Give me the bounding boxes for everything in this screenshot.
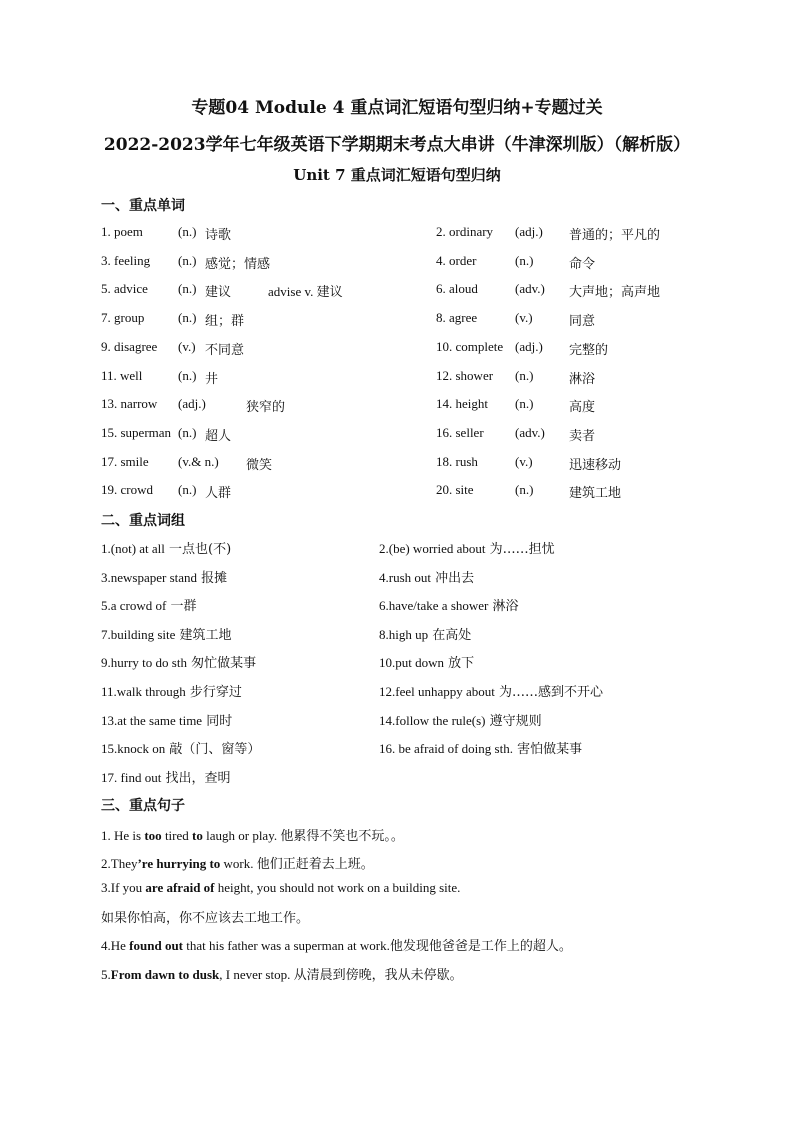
word-meaning: 高度 xyxy=(569,400,596,416)
phrase-english: 14.follow the rule(s) xyxy=(379,712,486,728)
key-phrase: From dawn to dusk xyxy=(110,967,220,982)
word-term: 17. smile xyxy=(101,453,149,469)
phrase-chinese: 冲出去 xyxy=(435,570,475,586)
phrase-english: 1.(not) at all xyxy=(101,541,165,556)
word-term: 20. site xyxy=(436,482,474,498)
word-term: 6. aloud xyxy=(436,281,478,297)
word-meaning: 人群 xyxy=(205,486,232,502)
sentence-text: 4.He xyxy=(101,938,130,953)
phrase-item xyxy=(101,738,260,757)
phrase-english: 13.at the same time xyxy=(101,712,203,728)
word-pos: (n.) xyxy=(178,310,197,326)
word-term: 13. narrow xyxy=(101,396,158,412)
sentence-text: 如果你怕高，你不应该去工地工作。 xyxy=(101,910,310,925)
key-phrase: found out xyxy=(129,938,183,953)
word-term: 16. seller xyxy=(436,424,484,440)
word-row xyxy=(0,224,794,246)
phrase-item xyxy=(101,567,227,586)
word-meaning: 诗歌 xyxy=(205,228,232,243)
section-heading-sentences: 三、重点句子 xyxy=(101,798,185,814)
word-pos: (v.) xyxy=(178,338,196,354)
word-pos: (n.) xyxy=(178,224,197,239)
phrase-chinese: 匆忙做某事 xyxy=(191,656,257,672)
word-pos: (v.) xyxy=(515,310,533,326)
phrase-english: 16. be afraid of doing sth. xyxy=(379,741,513,757)
word-meaning: 完整的 xyxy=(569,342,609,358)
word-row xyxy=(0,281,794,303)
document-title: 专题04 Module 4 重点词汇短语句型归纳+专题过关 xyxy=(191,98,603,118)
word-row xyxy=(0,425,794,447)
word-term: 19. crowd xyxy=(101,482,153,498)
sentence-text: 1. He is xyxy=(101,828,145,843)
phrase-chinese: 敲（门、窗等） xyxy=(169,742,261,758)
word-meaning: 感觉；情感 xyxy=(205,256,271,272)
phrase-chinese: 放下 xyxy=(448,656,475,672)
word-pos: (n.) xyxy=(178,252,197,268)
sentence-text: laugh or play. 他累得不笑也不玩。。 xyxy=(202,828,404,843)
phrase-english: 15.knock on xyxy=(101,741,166,757)
word-meaning: 命令 xyxy=(569,256,596,272)
word-term: 10. complete xyxy=(436,338,504,354)
phrase-english: 9.hurry to do sth xyxy=(101,655,187,671)
word-pos: (adv.) xyxy=(515,281,545,297)
word-row xyxy=(0,368,794,390)
phrase-row xyxy=(0,738,794,760)
sentence-text: 5. xyxy=(101,967,111,982)
sentence-text: height, you should not work on a building site. xyxy=(214,880,461,895)
phrase-english: 6.have/take a shower xyxy=(379,598,489,614)
phrase-item xyxy=(379,595,519,614)
word-meaning: 建议 xyxy=(205,285,232,301)
sentence-line xyxy=(101,853,374,872)
phrase-row xyxy=(0,652,794,674)
phrase-item xyxy=(101,710,232,729)
sentence-text: that his father was a superman at work.他发现他爸爸是工作上的超人。 xyxy=(183,938,572,953)
word-term: 1. poem xyxy=(101,224,143,239)
phrase-item xyxy=(379,681,603,700)
word-meaning: 淋浴 xyxy=(569,371,596,387)
phrase-row xyxy=(0,681,794,703)
phrase-item xyxy=(379,624,471,643)
sentence-text: , I never stop. 从清晨到傍晚，我从未停歇。 xyxy=(219,967,463,982)
word-meaning: 狭窄的 xyxy=(246,400,286,416)
word-extra: advise v. 建议 xyxy=(268,284,343,300)
word-row xyxy=(0,253,794,275)
phrase-item xyxy=(379,538,555,557)
phrase-chinese: 同时 xyxy=(206,713,233,729)
sentence-line xyxy=(101,907,309,926)
sentence-text: tired xyxy=(161,828,193,843)
word-term: 4. order xyxy=(436,252,477,268)
word-row xyxy=(0,396,794,418)
word-term: 14. height xyxy=(436,396,488,412)
sentence-line xyxy=(101,825,404,844)
word-meaning: 微笑 xyxy=(246,457,273,473)
word-row xyxy=(0,454,794,476)
word-pos: (n.) xyxy=(178,424,197,440)
word-pos: (v.& n.) xyxy=(178,453,219,469)
word-pos: (n.) xyxy=(178,281,197,297)
word-pos: (n.) xyxy=(515,367,534,383)
phrase-english: 8.high up xyxy=(379,626,429,642)
key-phrase: to xyxy=(192,828,203,843)
phrase-item xyxy=(101,624,232,643)
phrase-item xyxy=(379,738,582,757)
word-term: 11. well xyxy=(101,367,143,383)
phrase-row xyxy=(0,767,794,789)
phrase-english: 3.newspaper stand xyxy=(101,569,198,585)
phrase-row xyxy=(0,567,794,589)
word-meaning: 迅速移动 xyxy=(569,457,622,473)
word-pos: (n.) xyxy=(515,252,534,268)
phrase-english: 12.feel unhappy about xyxy=(379,684,495,699)
word-meaning: 卖者 xyxy=(569,428,596,444)
phrase-item xyxy=(379,652,474,671)
word-term: 2. ordinary xyxy=(436,224,494,239)
word-term: 15. superman xyxy=(101,424,172,440)
sentence-line xyxy=(101,964,463,983)
word-term: 12. shower xyxy=(436,367,494,383)
word-term: 18. rush xyxy=(436,453,478,469)
phrase-item xyxy=(379,567,474,586)
phrase-chinese: 建筑工地 xyxy=(179,627,232,643)
word-row xyxy=(0,310,794,332)
word-pos: (adj.) xyxy=(178,396,206,412)
word-pos: (adj.) xyxy=(515,338,543,354)
phrase-english: 4.rush out xyxy=(379,569,431,585)
word-term: 9. disagree xyxy=(101,338,158,354)
word-meaning: 井 xyxy=(205,371,219,387)
phrase-item xyxy=(379,710,542,729)
section-heading-words: 一、重点单词 xyxy=(101,198,185,214)
phrase-english: 11.walk through xyxy=(101,684,186,699)
phrase-chinese: 淋浴 xyxy=(492,599,519,615)
word-pos: (v.) xyxy=(515,453,533,469)
word-meaning: 普通的；平凡的 xyxy=(569,228,661,243)
word-term: 3. feeling xyxy=(101,252,151,268)
phrase-item xyxy=(101,538,231,557)
key-phrase: ’re hurrying to xyxy=(137,856,221,871)
word-meaning: 超人 xyxy=(205,428,232,444)
word-pos: (adj.) xyxy=(515,224,543,239)
sentence-text: work. 他们正赶着去上班。 xyxy=(220,856,374,871)
phrase-row xyxy=(0,710,794,732)
phrase-chinese: 为……感到不开心 xyxy=(499,685,604,700)
phrase-chinese: 一群 xyxy=(170,599,197,615)
word-row xyxy=(0,482,794,504)
phrase-english: 7.building site xyxy=(101,626,176,642)
phrase-chinese: 害怕做某事 xyxy=(517,742,583,758)
sentence-text: 3.If you xyxy=(101,880,146,895)
phrase-row xyxy=(0,595,794,617)
phrase-item xyxy=(101,681,242,700)
phrase-english: 10.put down xyxy=(379,655,444,671)
word-term: 8. agree xyxy=(436,310,478,326)
phrase-chinese: 找出，查明 xyxy=(165,770,231,786)
section-heading-phrases: 二、重点词组 xyxy=(101,513,185,529)
phrase-row xyxy=(0,538,794,560)
phrase-chinese: 步行穿过 xyxy=(189,685,242,700)
word-pos: (n.) xyxy=(178,482,197,498)
word-term: 5. advice xyxy=(101,281,148,297)
word-row xyxy=(0,339,794,361)
word-meaning: 同意 xyxy=(569,314,596,330)
phrase-english: 17. find out xyxy=(101,769,162,785)
sentence-line xyxy=(101,935,572,954)
word-term: 7. group xyxy=(101,310,145,326)
word-meaning: 组；群 xyxy=(205,314,245,330)
word-pos: (n.) xyxy=(515,482,534,498)
sentence-line xyxy=(101,880,460,896)
word-pos: (n.) xyxy=(515,396,534,412)
phrase-english: 5.a crowd of xyxy=(101,598,167,614)
phrase-chinese: 一点也(不) xyxy=(169,542,232,557)
word-meaning: 不同意 xyxy=(205,342,245,358)
phrase-chinese: 报摊 xyxy=(201,570,228,586)
phrase-item xyxy=(101,595,197,614)
key-phrase: are afraid of xyxy=(145,880,215,895)
phrase-chinese: 为……担忧 xyxy=(489,542,555,557)
phrase-item xyxy=(101,652,256,671)
word-pos: (adv.) xyxy=(515,424,545,440)
phrase-chinese: 遵守规则 xyxy=(489,713,542,729)
phrase-english: 2.(be) worried about xyxy=(379,541,486,556)
sentence-text: 2.They xyxy=(101,856,138,871)
phrase-item xyxy=(101,767,230,786)
word-meaning: 建筑工地 xyxy=(569,486,622,502)
phrase-row xyxy=(0,624,794,646)
word-pos: (n.) xyxy=(178,367,197,383)
document-subtitle: 2022-2023学年七年级英语下学期期末考点大串讲（牛津深圳版）（解析版） xyxy=(103,135,691,155)
phrase-chinese: 在高处 xyxy=(432,627,472,643)
unit-heading: Unit 7 重点词汇短语句型归纳 xyxy=(293,166,501,184)
word-meaning: 大声地；高声地 xyxy=(569,285,661,301)
key-phrase: too xyxy=(144,828,162,843)
